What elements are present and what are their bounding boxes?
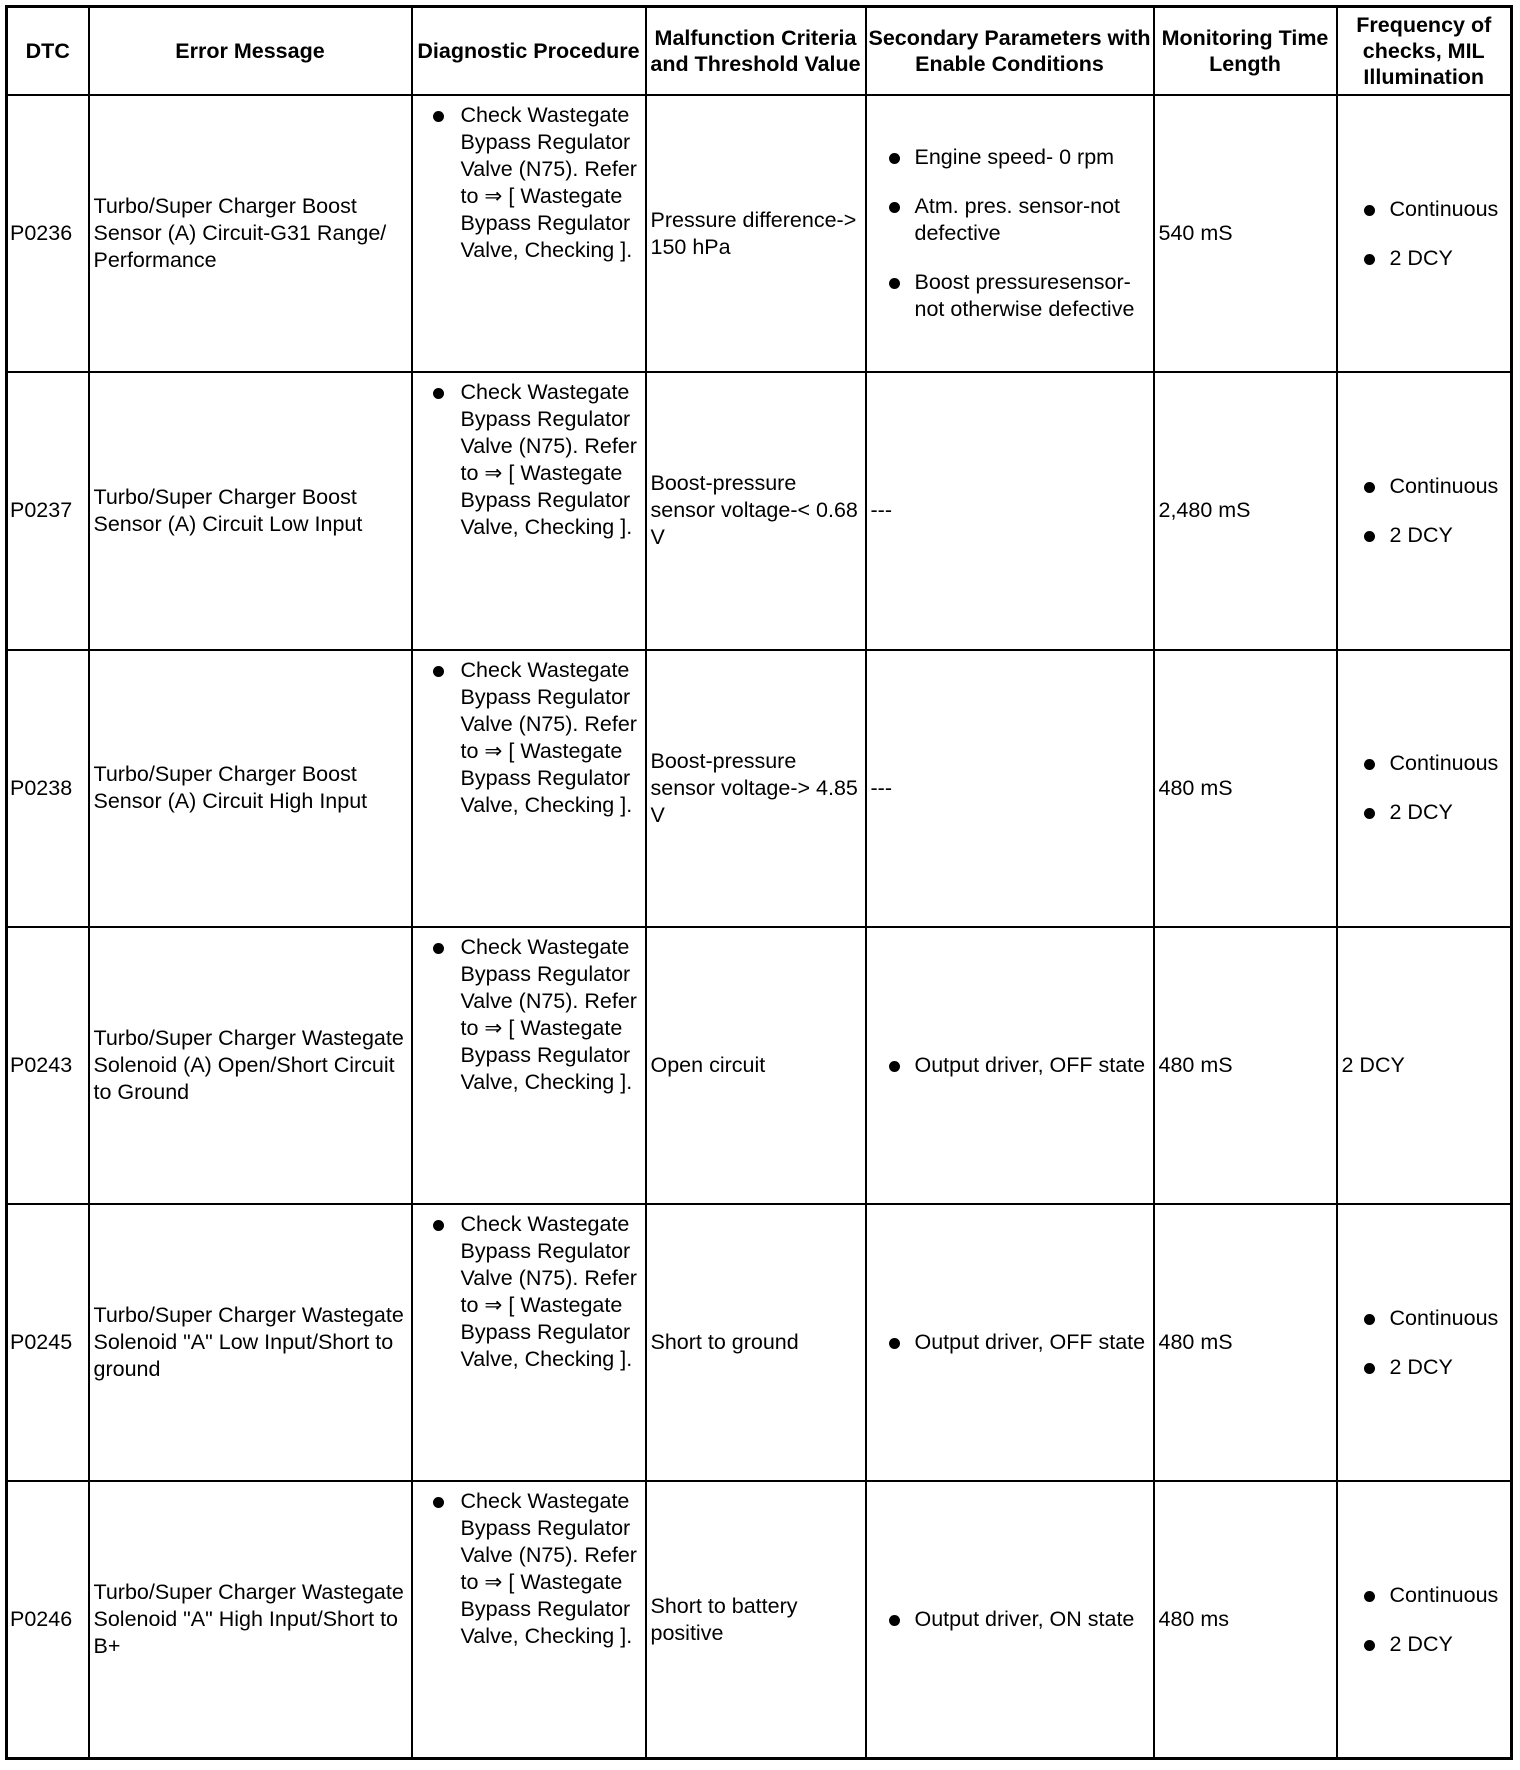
secondary-item: Boost pressuresensor-not otherwise defective bbox=[871, 269, 1149, 323]
monitoring-time: 480 mS bbox=[1154, 1204, 1337, 1481]
frequency-item: Continuous bbox=[1342, 473, 1507, 500]
diagnostic-procedure bbox=[412, 927, 646, 1204]
criteria: Boost-pressure sensor voltage-< 0.68 V bbox=[646, 372, 866, 649]
table-row bbox=[7, 650, 1512, 927]
secondary-item: Output driver, ON state bbox=[871, 1606, 1149, 1633]
frequency-item: 2 DCY bbox=[1342, 245, 1507, 272]
criteria: Boost-pressure sensor voltage-> 4.85 V bbox=[646, 650, 866, 927]
procedure-item: Check Wastegate Bypass Regulator Valve (N75). Refer to ⇒ [ Wastegate Bypass Regulator Valve, Checking ]. bbox=[413, 934, 645, 1096]
monitoring-time: 540 mS bbox=[1154, 95, 1337, 372]
criteria: Pressure difference-> 150 hPa bbox=[646, 95, 866, 372]
diagnostic-procedure bbox=[412, 1481, 646, 1758]
frequency bbox=[1337, 372, 1512, 649]
dtc-code: P0236 bbox=[7, 95, 89, 372]
header-diagnostic-procedure: Diagnostic Procedure bbox=[412, 7, 646, 96]
procedure-item: Check Wastegate Bypass Regulator Valve (N75). Refer to ⇒ [ Wastegate Bypass Regulator Valve, Checking ]. bbox=[413, 1211, 645, 1373]
error-message: Turbo/Super Charger Boost Sensor (A) Circuit Low Input bbox=[89, 372, 412, 649]
criteria: Open circuit bbox=[646, 927, 866, 1204]
frequency bbox=[1337, 1481, 1512, 1758]
dtc-code: P0238 bbox=[7, 650, 89, 927]
error-message: Turbo/Super Charger Boost Sensor (A) Circuit High Input bbox=[89, 650, 412, 927]
monitoring-time: 480 mS bbox=[1154, 927, 1337, 1204]
dtc-code: P0246 bbox=[7, 1481, 89, 1758]
dtc-table bbox=[5, 5, 1513, 1760]
monitoring-time: 480 mS bbox=[1154, 650, 1337, 927]
header-criteria: Malfunction Criteria and Threshold Value bbox=[646, 7, 866, 96]
monitoring-time: 480 ms bbox=[1154, 1481, 1337, 1758]
diagnostic-procedure bbox=[412, 372, 646, 649]
secondary-parameters bbox=[866, 95, 1154, 372]
secondary-parameters bbox=[866, 927, 1154, 1204]
secondary-parameters bbox=[866, 1204, 1154, 1481]
header-monitoring-time: Monitoring Time Length bbox=[1154, 7, 1337, 96]
header-frequency: Frequency of checks, MIL Illumination bbox=[1337, 7, 1512, 96]
secondary-item: Output driver, OFF state bbox=[871, 1329, 1149, 1356]
procedure-item: Check Wastegate Bypass Regulator Valve (N75). Refer to ⇒ [ Wastegate Bypass Regulator Valve, Checking ]. bbox=[413, 379, 645, 541]
frequency-item: Continuous bbox=[1342, 196, 1507, 223]
table-row bbox=[7, 1204, 1512, 1481]
frequency bbox=[1337, 95, 1512, 372]
dtc-code: P0237 bbox=[7, 372, 89, 649]
table-row bbox=[7, 372, 1512, 649]
secondary-parameters: --- bbox=[866, 650, 1154, 927]
procedure-item: Check Wastegate Bypass Regulator Valve (N75). Refer to ⇒ [ Wastegate Bypass Regulator Valve, Checking ]. bbox=[413, 1488, 645, 1650]
error-message: Turbo/Super Charger Wastegate Solenoid (A) Open/Short Circuit to Ground bbox=[89, 927, 412, 1204]
secondary-item: Engine speed- 0 rpm bbox=[871, 144, 1149, 171]
secondary-item: Atm. pres. sensor-not defective bbox=[871, 193, 1149, 247]
frequency-item: Continuous bbox=[1342, 1582, 1507, 1609]
table-row bbox=[7, 95, 1512, 372]
frequency: 2 DCY bbox=[1337, 927, 1512, 1204]
header-dtc: DTC bbox=[7, 7, 89, 96]
frequency-item: 2 DCY bbox=[1342, 1354, 1507, 1381]
frequency bbox=[1337, 1204, 1512, 1481]
table-row bbox=[7, 1481, 1512, 1758]
header-error-message: Error Message bbox=[89, 7, 412, 96]
frequency-item: 2 DCY bbox=[1342, 1631, 1507, 1658]
criteria: Short to battery positive bbox=[646, 1481, 866, 1758]
dtc-code: P0243 bbox=[7, 927, 89, 1204]
secondary-item: Output driver, OFF state bbox=[871, 1052, 1149, 1079]
table-row bbox=[7, 927, 1512, 1204]
procedure-item: Check Wastegate Bypass Regulator Valve (N75). Refer to ⇒ [ Wastegate Bypass Regulator Valve, Checking ]. bbox=[413, 657, 645, 819]
error-message: Turbo/Super Charger Wastegate Solenoid "A" High Input/Short to B+ bbox=[89, 1481, 412, 1758]
diagnostic-procedure bbox=[412, 1204, 646, 1481]
criteria: Short to ground bbox=[646, 1204, 866, 1481]
frequency-item: Continuous bbox=[1342, 750, 1507, 777]
error-message: Turbo/Super Charger Wastegate Solenoid "A" Low Input/Short to ground bbox=[89, 1204, 412, 1481]
frequency-item: 2 DCY bbox=[1342, 522, 1507, 549]
secondary-parameters: --- bbox=[866, 372, 1154, 649]
header-secondary-parameters: Secondary Parameters with Enable Conditions bbox=[866, 7, 1154, 96]
dtc-code: P0245 bbox=[7, 1204, 89, 1481]
monitoring-time: 2,480 mS bbox=[1154, 372, 1337, 649]
header-row bbox=[7, 7, 1512, 96]
frequency bbox=[1337, 650, 1512, 927]
diagnostic-procedure bbox=[412, 650, 646, 927]
diagnostic-procedure bbox=[412, 95, 646, 372]
frequency-item: Continuous bbox=[1342, 1305, 1507, 1332]
secondary-parameters bbox=[866, 1481, 1154, 1758]
frequency-item: 2 DCY bbox=[1342, 799, 1507, 826]
error-message: Turbo/Super Charger Boost Sensor (A) Circuit-G31 Range/ Performance bbox=[89, 95, 412, 372]
procedure-item: Check Wastegate Bypass Regulator Valve (N75). Refer to ⇒ [ Wastegate Bypass Regulator Valve, Checking ]. bbox=[413, 102, 645, 264]
